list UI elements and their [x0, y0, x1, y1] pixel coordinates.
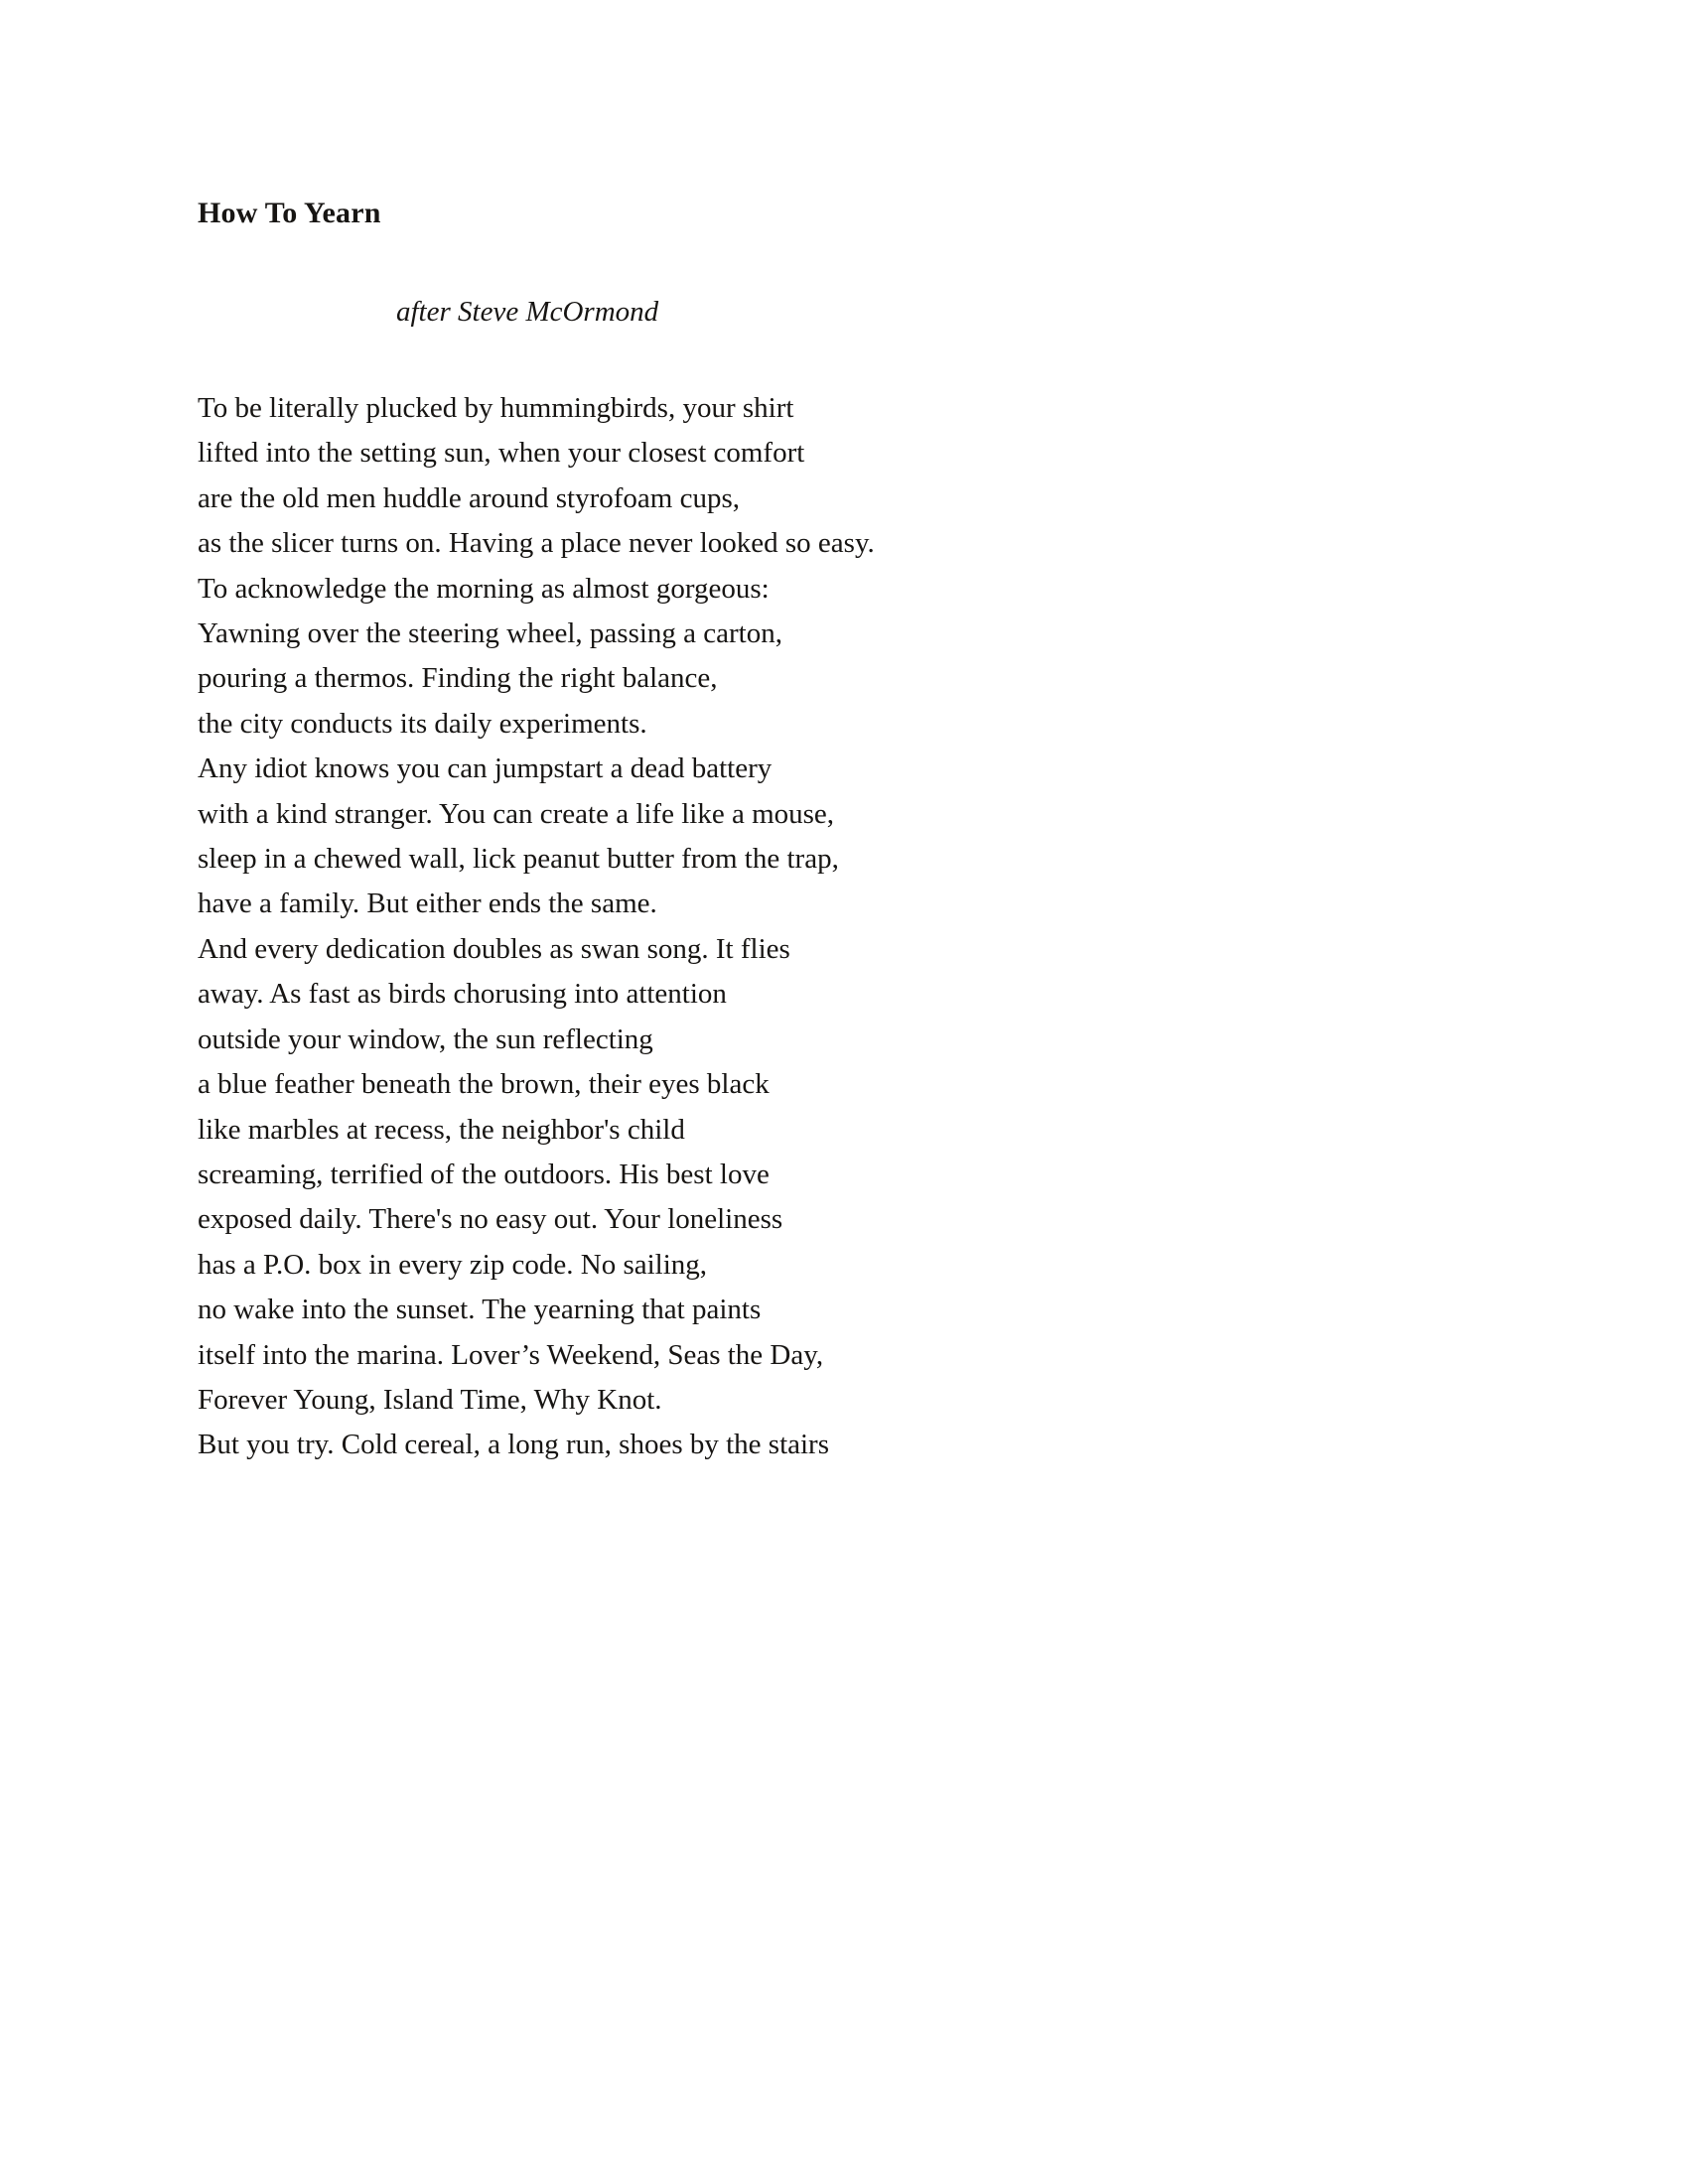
poem-line: sleep in a chewed wall, lick peanut butter from the trap,: [198, 843, 839, 876]
poem-line: exposed daily. There's no easy out. Your loneliness: [198, 1203, 783, 1236]
poem-line: But you try. Cold cereal, a long run, shoes by the stairs: [198, 1429, 830, 1461]
poem-line: Any idiot knows you can jumpstart a dead battery: [198, 752, 773, 785]
poem-line: outside your window, the sun reflecting: [198, 1023, 653, 1055]
poem-line: away. As fast as birds chorusing into attention: [198, 978, 727, 1011]
poem-line: screaming, terrified of the outdoors. His best love: [198, 1158, 770, 1190]
poem-line: And every dedication doubles as swan song. It flies: [198, 932, 790, 965]
poem-line: has a P.O. box in every zip code. No sailing,: [198, 1248, 708, 1281]
poem-line: lifted into the setting sun, when your closest comfort: [198, 437, 805, 470]
poem-line: as the slicer turns on. Having a place never looked so easy.: [198, 527, 875, 560]
poem-line: Forever Young, Island Time, Why Knot.: [198, 1383, 662, 1416]
poem-title: How To Yearn: [198, 197, 381, 229]
poem-line: itself into the marina. Lover’s Weekend, Seas the Day,: [198, 1338, 824, 1371]
poem-line: like marbles at recess, the neighbor's child: [198, 1113, 685, 1146]
poem-line: are the old men huddle around styrofoam cups,: [198, 481, 741, 514]
poem-line: the city conducts its daily experiments.: [198, 707, 647, 740]
poem-line: no wake into the sunset. The yearning that paints: [198, 1294, 762, 1326]
poem-line: have a family. But either ends the same.: [198, 887, 657, 920]
poem-line: a blue feather beneath the brown, their eyes black: [198, 1068, 770, 1101]
poem-line: To acknowledge the morning as almost gorgeous:: [198, 572, 770, 605]
poem-line: To be literally plucked by hummingbirds, your shirt: [198, 392, 794, 424]
poem-line: Yawning over the steering wheel, passing a carton,: [198, 617, 782, 650]
poem-line: with a kind stranger. You can create a life like a mouse,: [198, 797, 835, 830]
poem-body: [198, 386, 1529, 1468]
poem-epigraph: after Steve McOrmond: [396, 296, 659, 328]
poem-line: pouring a thermos. Finding the right balance,: [198, 662, 718, 695]
